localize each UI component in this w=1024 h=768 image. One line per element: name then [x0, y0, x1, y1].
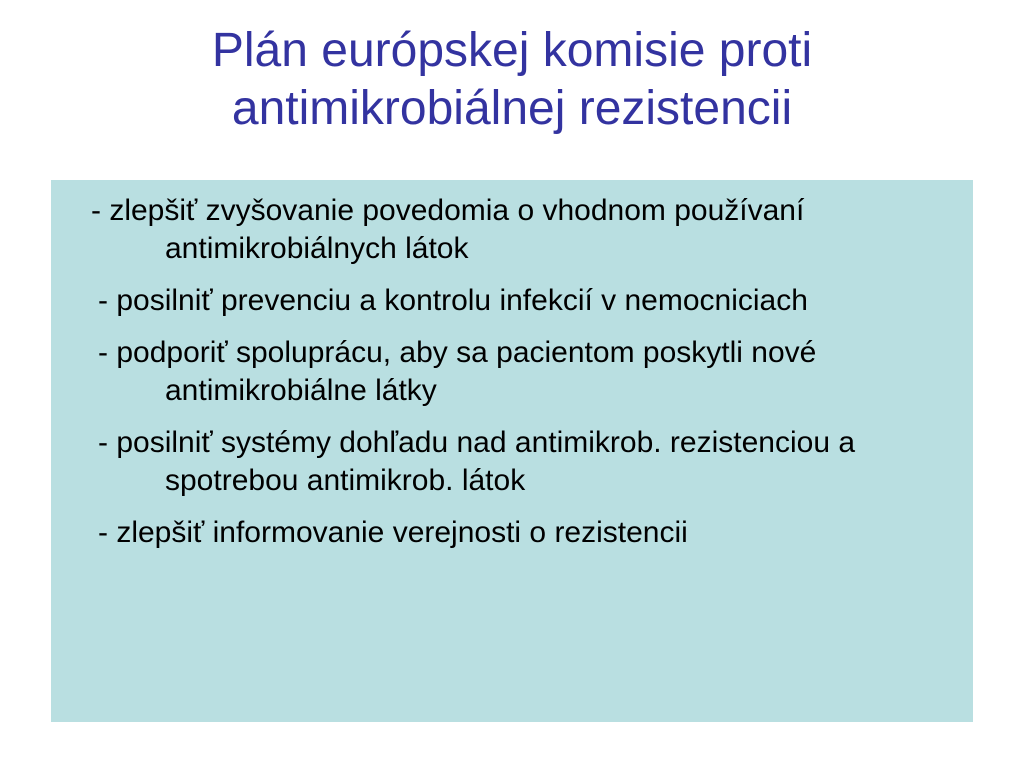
- bullet-item-infection-control: - posilniť prevenciu a kontrolu infekcií v nemocniciach: [98, 284, 808, 317]
- slide-title: [0, 22, 1024, 138]
- bullet-item-public-information: - zlepšiť informovanie verejnosti o rezistencii: [98, 516, 688, 549]
- bullet-item-cooperation: - podporiť spoluprácu, aby sa pacientom poskytli nové antimikrobiálne látky: [98, 336, 817, 407]
- bullet-list: [51, 192, 973, 566]
- bullet-item-awareness: - zlepšiť zvyšovanie povedomia o vhodnom používaní antimikrobiálnych látok: [91, 194, 805, 265]
- content-box: [51, 180, 973, 722]
- slide-title-line-1: Plán európskej komisie proti: [211, 24, 813, 77]
- bullet-item-surveillance: - posilniť systémy dohľadu nad antimikrob. rezistenciou a spotrebou antimikrob. látok: [98, 426, 856, 497]
- slide-title-line-2: antimikrobiálnej rezistencii: [231, 82, 793, 135]
